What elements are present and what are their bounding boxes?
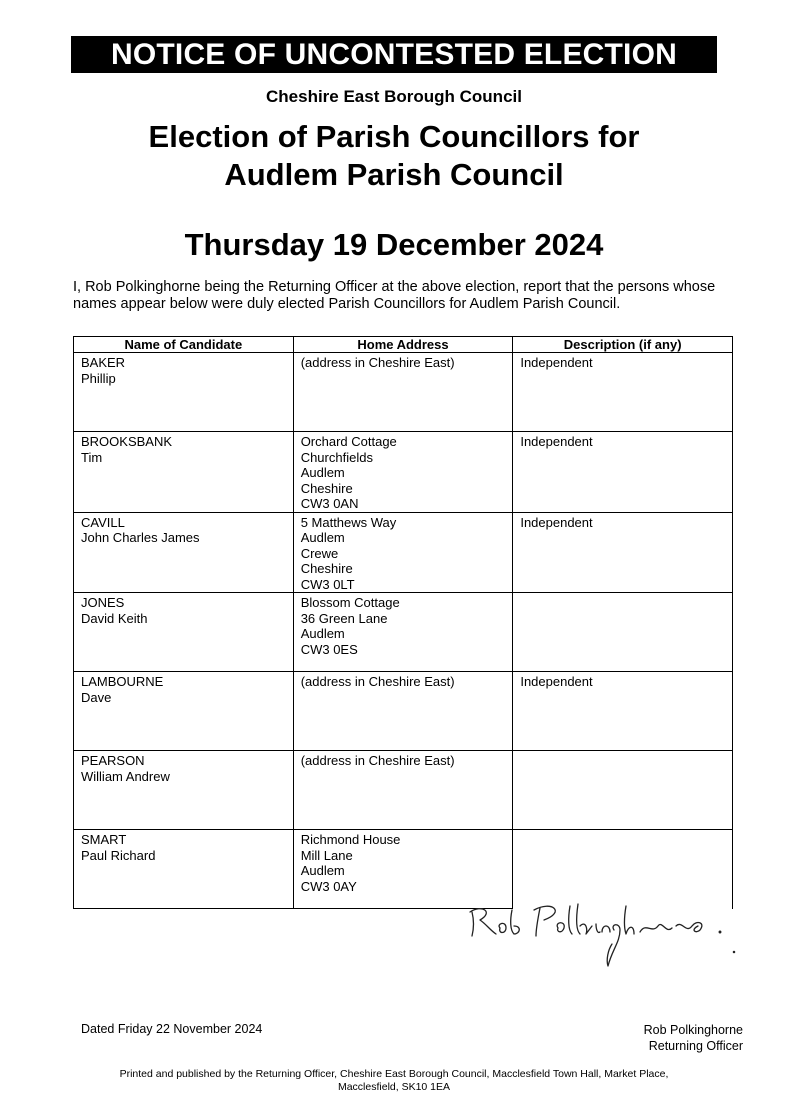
election-date: Thursday 19 December 2024 [184, 227, 604, 262]
column-header-name: Name of Candidate [74, 337, 294, 353]
candidate-surname: JONES [81, 595, 125, 610]
candidate-address-cell [293, 672, 513, 751]
candidate-forenames: Paul Richard [81, 847, 156, 863]
candidate-forenames: Tim [81, 449, 103, 465]
candidate-address-cell [293, 593, 513, 672]
table-row [74, 672, 733, 751]
candidate-name-cell [74, 432, 294, 513]
imprint-footer [80, 1068, 708, 1093]
address-line: Crewe [300, 545, 339, 561]
council-name: Cheshire East Borough Council [266, 87, 522, 106]
address-line: Cheshire [300, 561, 353, 576]
address-line: CW3 0ES [300, 641, 358, 657]
election-heading [0, 118, 788, 194]
candidate-address-cell [293, 353, 513, 432]
candidate-surname: SMART [81, 832, 127, 847]
candidate-name-cell [74, 353, 294, 432]
candidate-name-cell [74, 751, 294, 830]
officer-name: Rob Polkinghorne [643, 1023, 743, 1037]
candidate-forenames: Dave [81, 689, 112, 705]
candidate-name-cell [74, 830, 294, 909]
heading-line-2: Audlem Parish Council [224, 157, 564, 192]
table-header-row [74, 337, 733, 353]
candidate-name-cell [74, 512, 294, 593]
candidate-address-cell [293, 512, 513, 593]
candidate-address-cell [293, 751, 513, 830]
table-row [74, 512, 733, 593]
table-row [74, 751, 733, 830]
notice-banner: NOTICE OF UNCONTESTED ELECTION [71, 36, 717, 73]
candidate-name-cell [74, 672, 294, 751]
candidate-surname: BROOKSBANK [81, 434, 173, 449]
returning-officer-signature [462, 890, 742, 980]
candidates-table [73, 336, 733, 909]
dated-line: Dated Friday 22 November 2024 [81, 1022, 263, 1036]
column-header-description: Description (if any) [513, 337, 733, 353]
table-row [74, 593, 733, 672]
column-header-address: Home Address [293, 337, 513, 353]
address-line: Mill Lane [300, 847, 353, 863]
address-line: Cheshire [300, 480, 353, 496]
address-line: Churchfields [300, 449, 373, 465]
address-line: CW3 0LT [300, 576, 355, 592]
candidate-surname: BAKER [81, 355, 126, 370]
address-line: Audlem [300, 465, 345, 480]
address-line: Audlem [300, 863, 345, 878]
candidate-description-cell: Independent [513, 512, 733, 593]
footer-line-1: Printed and published by the Returning Officer, Cheshire East Borough Council, Macclesfield Town Hall, Market Place, [119, 1068, 669, 1080]
address-line: Orchard Cottage [300, 434, 397, 449]
candidate-description-cell: Independent [513, 353, 733, 432]
candidate-surname: CAVILL [81, 514, 125, 530]
table-row [74, 432, 733, 513]
candidate-forenames: William Andrew [81, 768, 170, 784]
address-line: Richmond House [300, 832, 401, 847]
returning-officer-block [644, 1022, 743, 1054]
candidate-description-cell: Independent [513, 672, 733, 751]
candidate-forenames: David Keith [81, 610, 148, 626]
address-line: Audlem [300, 530, 345, 545]
address-line: Audlem [300, 626, 345, 641]
intro-paragraph: I, Rob Polkinghorne being the Returning Officer at the above election, report that the persons whose names appear below were duly elected Parish Councillors for Audlem Parish Council. [73, 279, 716, 312]
table-row [74, 353, 733, 432]
officer-title: Returning Officer [648, 1039, 743, 1053]
address-line: 5 Matthews Way [300, 514, 397, 530]
address-line: 36 Green Lane [300, 610, 388, 626]
address-line: (address in Cheshire East) [300, 753, 455, 768]
address-line: (address in Cheshire East) [300, 674, 455, 689]
candidate-surname: LAMBOURNE [81, 674, 164, 689]
candidate-name-cell [74, 593, 294, 672]
address-line: (address in Cheshire East) [300, 355, 455, 370]
candidate-address-cell [293, 432, 513, 513]
address-line: CW3 0AN [300, 496, 359, 511]
address-line: Blossom Cottage [300, 595, 400, 610]
footer-line-2: Macclesfield, SK10 1EA [337, 1080, 451, 1093]
heading-line-1: Election of Parish Councillors for [148, 119, 640, 154]
candidate-description-cell [513, 751, 733, 830]
address-line: CW3 0AY [300, 878, 357, 894]
candidate-description-cell: Independent [513, 432, 733, 513]
candidate-description-cell [513, 593, 733, 672]
candidate-forenames: John Charles James [81, 530, 200, 545]
candidate-forenames: Phillip [81, 370, 116, 386]
candidate-surname: PEARSON [81, 753, 145, 768]
